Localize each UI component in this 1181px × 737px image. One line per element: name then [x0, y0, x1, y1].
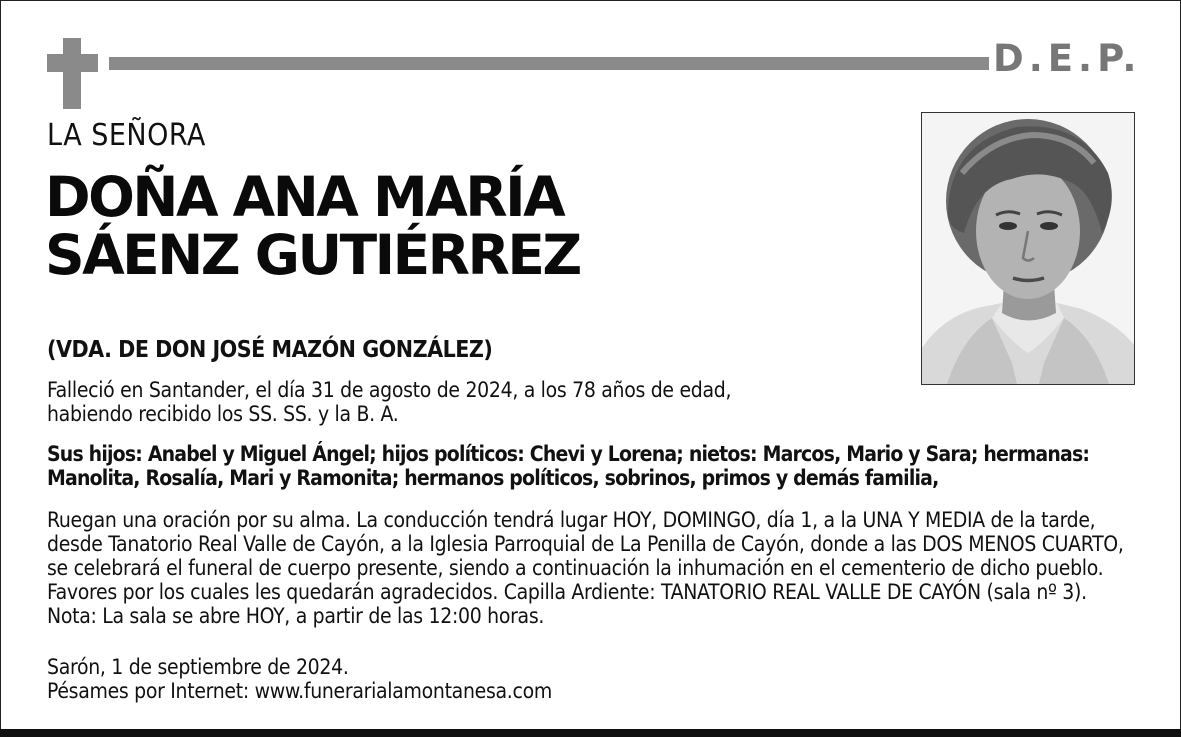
death-notice: Falleció en Santander, el día 31 de agosto de 2024, a los 78 años de edad, habiendo recibido los SS. SS. y la B. A. — [47, 378, 732, 426]
closing-lines — [47, 655, 1137, 703]
portrait-photo-icon — [922, 113, 1134, 384]
portrait-photo — [921, 112, 1135, 385]
funeral-info: Ruegan una oración por su alma. La conducción tendrá lugar HOY, DOMINGO, día 1, a la UNA Y MEDIA de la tarde, desde Tanatorio Real Valle de Cayón, a la Iglesia Parroquial de La Penilla de Cayón, donde a las DOS MENOS CUARTO, se celebrará el funeral de cuerpo presente, siendo a continuación la inhumación en el cementerio de dicho pueblo. Favores por los cuales les quedarán agradecidos. Capilla Ardiente: TANATORIO REAL VALLE DE CAYÓN (sala nº 3). Nota: La sala se abre HOY, a partir de las 12:00 horas. — [47, 508, 1124, 628]
family-list: Sus hijos: Anabel y Miguel Ángel; hijos políticos: Chevi y Lorena; nietos: Marcos, Mario y Sara; hermanas: Manolita, Rosalía, Mari y Ramonita; hermanos políticos, sobrinos, primos y demás familia, — [47, 442, 1090, 490]
condolences-link[interactable]: Pésames por Internet: www.funerarialamontanesa.com — [47, 679, 552, 703]
place-date: Sarón, 1 de septiembre de 2024. — [47, 655, 349, 679]
bottom-border — [0, 729, 1181, 737]
deceased-name-line-1: DOÑA ANA MARÍA — [45, 165, 564, 229]
dep-badge: D.E.P. — [993, 37, 1142, 80]
latin-cross-icon-arm — [47, 54, 98, 72]
latin-cross-icon — [63, 38, 81, 109]
widow-of: (VDA. DE DON JOSÉ MAZÓN GONZÁLEZ) — [47, 337, 493, 363]
header-rule — [109, 57, 989, 70]
title-prefix: LA SEÑORA — [47, 118, 206, 153]
deceased-name — [45, 165, 580, 287]
deceased-name-line-2: SÁENZ GUTIÉRREZ — [45, 223, 580, 287]
